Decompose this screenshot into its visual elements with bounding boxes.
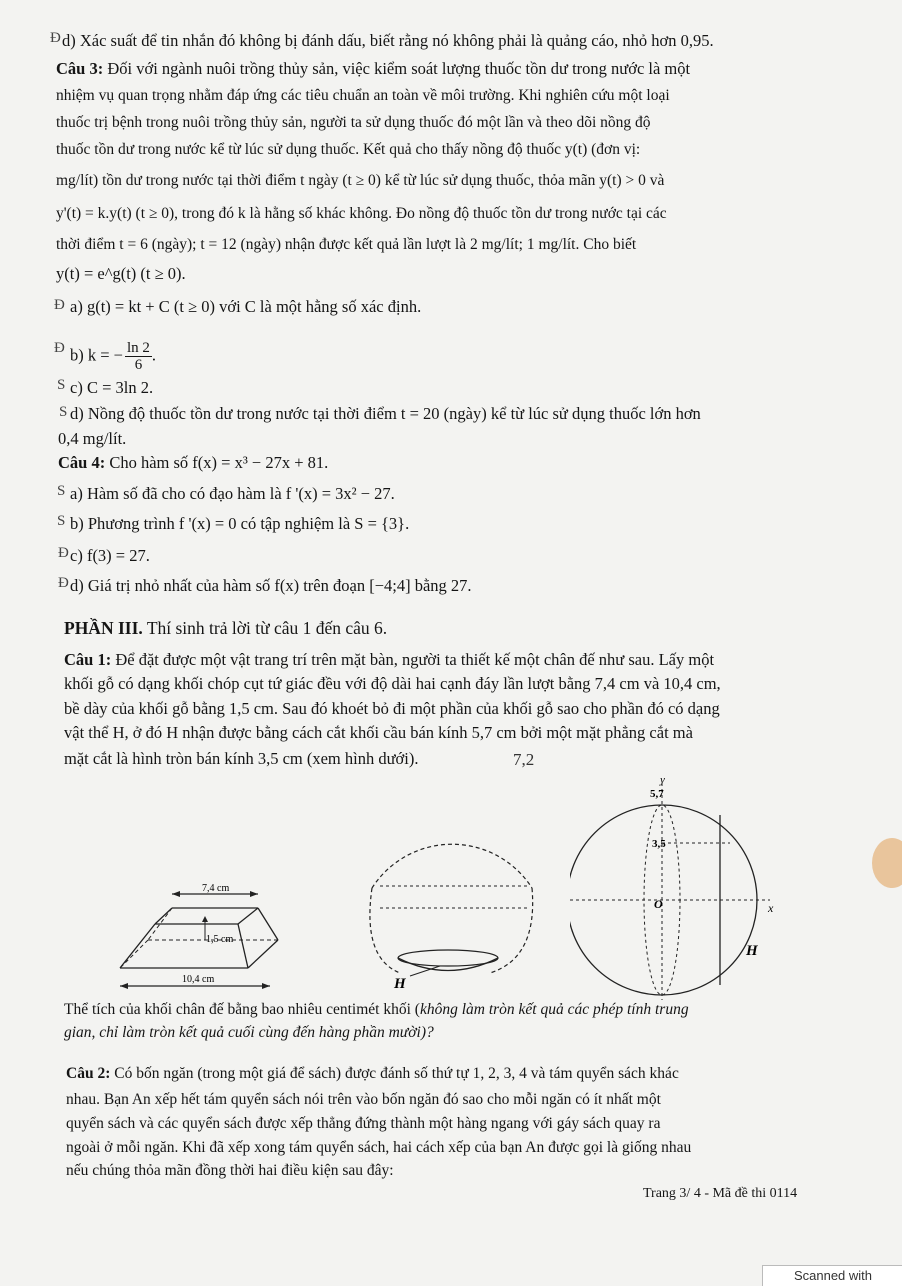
h-label: H <box>394 976 406 992</box>
top-edge-label: 7,4 cm <box>202 883 230 894</box>
page-footer: Trang 3/ 4 - Mã đề thi 0114 <box>643 1186 798 1201</box>
q3-line-5: mg/lít) tồn dư trong nước tại thời điểm t ngày (t ≥ 0) kể từ lúc sử dụng thuốc, thỏa mãn y(t) > 0 và <box>56 172 665 189</box>
q3-option-c: c) C = 3ln 2. <box>70 378 154 397</box>
p3-q2-line-3: quyển sách và các quyển sách được xếp thẳng đứng thành một hàng ngang với gáy sách quay ra <box>66 1115 661 1132</box>
p3-q1-line-3: bề dày của khối gỗ bằng 1,5 cm. Sau đó khoét bỏ đi một phần của khối gỗ sao cho phần đó có dạng <box>64 699 720 718</box>
cap-ellipse <box>398 950 498 966</box>
radius-label: 5,7 <box>650 788 664 800</box>
fraction <box>125 340 152 373</box>
p3-q2-label: Câu 2: <box>66 1065 111 1082</box>
q3-text: Đối với ngành nuôi trồng thủy sản, việc kiểm soát lượng thuốc tồn dư trong nước là một <box>103 59 691 78</box>
question-text: Thể tích của khối chân đế bằng bao nhiêu centimét khối ( <box>64 1001 420 1018</box>
frustum-edge <box>258 908 278 940</box>
fraction-den: 6 <box>134 357 143 373</box>
sphere-axes-figure <box>570 775 805 1005</box>
frustum-edge <box>120 924 155 968</box>
y-axis-label: y <box>660 775 665 786</box>
q4-line <box>58 452 328 474</box>
p3-q2-line-4: ngoài ở mỗi ngăn. Khi đã xếp xong tám quyển sách, hai cách xếp của bạn An được gọi là giống nhau <box>66 1139 692 1156</box>
handwritten-mark: S <box>59 404 68 420</box>
handwritten-mark: Đ <box>58 575 69 591</box>
frustum-edge <box>238 924 248 968</box>
x-axis-label: x <box>768 901 774 915</box>
q4-option-c: c) f(3) = 27. <box>70 546 150 565</box>
handwritten-mark: Đ <box>54 297 65 313</box>
h-label: H <box>746 943 758 959</box>
frustum-edge <box>155 908 172 924</box>
arrow-icon <box>262 983 270 989</box>
p3-q1-line-1 <box>64 649 714 671</box>
q4-option-a: a) Hàm số đã cho có đạo hàm là f '(x) = 3x² − 27. <box>70 484 395 503</box>
handwritten-mark: Đ <box>58 545 69 561</box>
p3-q1-question-cont: gian, chỉ làm tròn kết quả cuối cùng đến hàng phần mười)? <box>64 1024 434 1041</box>
sphere-outline <box>370 888 400 973</box>
p3-q2-line-1 <box>66 1063 679 1085</box>
question-italic: không làm tròn kết quả các phép tính trung <box>419 1001 689 1018</box>
bottom-edge-label: 10,4 cm <box>182 974 215 985</box>
p3-q1-line-2: khối gỗ có dạng khối chóp cụt tứ giác đều với độ dài hai cạnh đáy lần lượt bằng 7,4 cm và 10,4 cm, <box>64 674 721 693</box>
p3-q1-label: Câu 1: <box>64 650 112 669</box>
q3-line-4: thuốc tồn dư trong nước kể từ lúc sử dụng thuốc. Kết quả cho thấy nồng độ thuốc y(t) (đơn vị: <box>56 141 641 158</box>
cut-radius-label: 3,5 <box>652 838 666 850</box>
part3-heading <box>64 617 387 639</box>
q4-text: Cho hàm số f(x) = x³ − 27x + 81. <box>105 453 329 472</box>
p3-q2-line-2: nhau. Bạn An xếp hết tám quyển sách nói trên vào bốn ngăn đó sao cho mỗi ngăn có ít nhất một <box>66 1091 661 1108</box>
q4-label: Câu 4: <box>58 453 106 472</box>
frustum-edge <box>238 908 258 924</box>
origin-label: O <box>654 897 663 911</box>
q3-option-d-cont: 0,4 mg/lít. <box>58 429 127 448</box>
arrow-icon <box>172 891 180 897</box>
handwritten-mark: S <box>57 377 66 393</box>
handwritten-mark: S <box>57 483 66 499</box>
p3-q2-text: Có bốn ngăn (trong một giá để sách) được đánh số thứ tự 1, 2, 3, 4 và tám quyển sách khác <box>110 1065 679 1082</box>
sphere-cap-figure <box>360 808 540 998</box>
q4-option-b: b) Phương trình f '(x) = 0 có tập nghiệm là S = {3}. <box>70 514 410 533</box>
q3-line-6: y'(t) = k.y(t) (t ≥ 0), trong đó k là hằng số khác không. Đo nồng độ thuốc tồn dư trong nước tại các <box>56 205 667 222</box>
q4-option-d: d) Giá trị nhỏ nhất của hàm số f(x) trên đoạn [−4;4] bằng 27. <box>70 576 472 595</box>
p3-q2-line-5: nếu chúng thỏa mãn đồng thời hai điều kiện sau đây: <box>66 1162 394 1179</box>
q3-line-3: thuốc trị bệnh trong nuôi trồng thủy sản, người ta sử dụng thuốc đó một lần và theo dõi nồng độ <box>56 114 651 131</box>
arrow-icon <box>120 983 128 989</box>
q3-option-a: a) g(t) = kt + C (t ≥ 0) với C là một hằng số xác định. <box>70 297 422 316</box>
part3-text: Thí sinh trả lời từ câu 1 đến câu 6. <box>142 618 388 638</box>
frustum-figure <box>110 880 280 1000</box>
frustum-edge <box>248 940 278 968</box>
part3-label: PHẦN III. <box>64 618 143 638</box>
finger-thumb <box>872 838 902 888</box>
hidden-edge <box>120 940 148 968</box>
handwritten-note: 7,2 <box>513 750 535 769</box>
q3-line-2: nhiệm vụ quan trọng nhằm đáp ứng các tiêu chuẩn an toàn về môi trường. Khi nghiên cứu một loại <box>56 87 670 104</box>
option-b-text: b) k = − <box>70 345 123 365</box>
handwritten-mark: Đ <box>54 340 65 356</box>
q3-option-d: d) Nồng độ thuốc tồn dư trong nước tại thời điểm t = 20 (ngày) kể từ lúc sử dụng thuốc lớn hơn <box>70 404 701 423</box>
arrow-icon <box>250 891 258 897</box>
p3-q1-text: Để đặt được một vật trang trí trên mặt bàn, người ta thiết kế một chân đế như sau. Lấy một <box>111 650 715 669</box>
q3-option-b: b) k = − $\frac{\ln 2}{6}$ . <box>70 340 157 373</box>
fraction-num: ln 2 <box>126 340 150 356</box>
p3-q1-line-5: mặt cắt là hình tròn bán kính 3,5 cm (xem hình dưới). <box>64 749 419 768</box>
q2-option-d: d) Xác suất để tin nhắn đó không bị đánh dấu, biết rằng nó không phải là quảng cáo, nhỏ hơn 0,95. <box>62 31 714 50</box>
p3-q1-line-4: vật thể H, ở đó H nhận được bằng cách cắt khối cầu bán kính 5,7 cm bởi một mặt phẳng cắt mà <box>64 723 693 742</box>
sphere-outline <box>372 844 532 888</box>
q3-line-8: y(t) = e^g(t) (t ≥ 0). <box>56 264 186 283</box>
p3-q1-question <box>64 999 689 1021</box>
q3-label: Câu 3: <box>56 59 104 78</box>
scanner-watermark: Scanned with <box>762 1265 902 1286</box>
q3-line-1 <box>56 58 690 80</box>
handwritten-mark: S <box>57 513 66 529</box>
handwritten-mark: Đ <box>50 30 61 46</box>
cap-bottom <box>398 958 498 971</box>
arrow-icon <box>202 916 208 922</box>
height-label: 1,5 cm <box>206 934 234 945</box>
q3-line-7: thời điểm t = 6 (ngày); t = 12 (ngày) nhận được kết quả lần lượt là 2 mg/lít; 1 mg/lít. Cho biết <box>56 236 637 253</box>
